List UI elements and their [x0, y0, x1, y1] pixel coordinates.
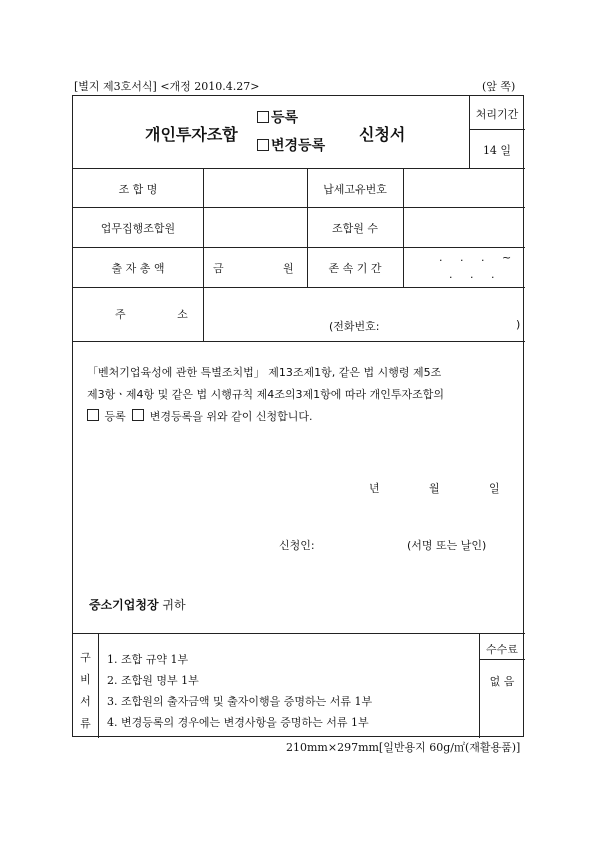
form-title-suffix: 신청서 [359, 125, 406, 144]
form-title-main: 개인투자조합 [145, 125, 238, 144]
statement-line-2: 제3항ㆍ제4항 및 같은 법 시행규칙 제4조의3제1항에 따라 개인투자조합의 [87, 388, 444, 401]
phone-label: (전화번호: [329, 320, 380, 333]
register-checkbox[interactable] [257, 111, 269, 123]
document-item: 4. 변경등록의 경우에는 변경사항을 증명하는 서류 1부 [107, 716, 369, 729]
phone-close: ) [516, 318, 521, 331]
statement-register-checkbox[interactable] [87, 409, 99, 421]
taxpayer-id-label: 납세고유번호 [323, 183, 387, 196]
taxpayer-id-field[interactable] [404, 169, 524, 206]
date-year-label: 년 [369, 482, 380, 495]
document-item: 3. 조합원의 출자금액 및 출자이행을 증명하는 서류 1부 [107, 695, 373, 708]
fee-value: 없 음 [489, 675, 515, 688]
statement-line-3: 등록 변경등록을 위와 같이 신청합니다. [87, 408, 313, 424]
total-investment-label: 출 자 총 액 [111, 262, 165, 275]
address-label: 주 소 [115, 308, 212, 321]
member-count-label: 조합원 수 [331, 222, 378, 235]
addressee: 중소기업청장 귀하 [89, 598, 186, 612]
date-day-label: 일 [489, 482, 500, 495]
documents-label-4: 류 [80, 717, 91, 730]
document-item: 2. 조합원 명부 1부 [107, 674, 199, 687]
documents-label-3: 서 [80, 695, 91, 708]
member-count-field[interactable] [404, 208, 524, 246]
paper-spec: 210mm×297mm[일반용지 60g/㎡(재활용품)] [286, 741, 521, 754]
managing-member-label: 업무집행조합원 [100, 222, 176, 235]
title-option-register[interactable]: 등록 [257, 107, 298, 127]
date-month-label: 월 [429, 482, 440, 495]
signature-note: (서명 또는 날인) [407, 539, 487, 552]
processing-period-label: 처리기간 [475, 108, 519, 121]
documents-label-2: 비 [80, 673, 91, 686]
fee-label: 수수료 [486, 643, 518, 656]
union-name-label: 조 합 명 [118, 183, 158, 196]
duration-start-placeholder: . . . ~ [439, 251, 519, 264]
duration-label: 존 속 기 간 [328, 262, 382, 275]
form-number: [별지 제3호서식] <개정 2010.4.27> [74, 80, 260, 93]
union-name-field[interactable] [204, 169, 306, 206]
statement-change-checkbox[interactable] [132, 409, 144, 421]
change-register-checkbox[interactable] [257, 139, 269, 151]
title-option-change[interactable]: 변경등록 [257, 135, 325, 155]
statement-line-1: 「벤처기업육성에 관한 특별조치법」 제13조제1항, 같은 법 시행령 제5조 [87, 366, 442, 379]
duration-end-placeholder: . . . [449, 268, 502, 281]
applicant-label: 신청인: [279, 539, 315, 552]
application-form [72, 95, 524, 737]
documents-label-1: 구 [80, 651, 91, 664]
managing-member-field[interactable] [204, 208, 306, 246]
processing-period-value: 14 일 [482, 144, 512, 157]
amount-prefix: 금 [213, 262, 224, 275]
page-side-label: (앞 쪽) [482, 80, 516, 93]
document-item: 1. 조합 규약 1부 [107, 653, 189, 666]
amount-unit: 원 [283, 262, 294, 275]
